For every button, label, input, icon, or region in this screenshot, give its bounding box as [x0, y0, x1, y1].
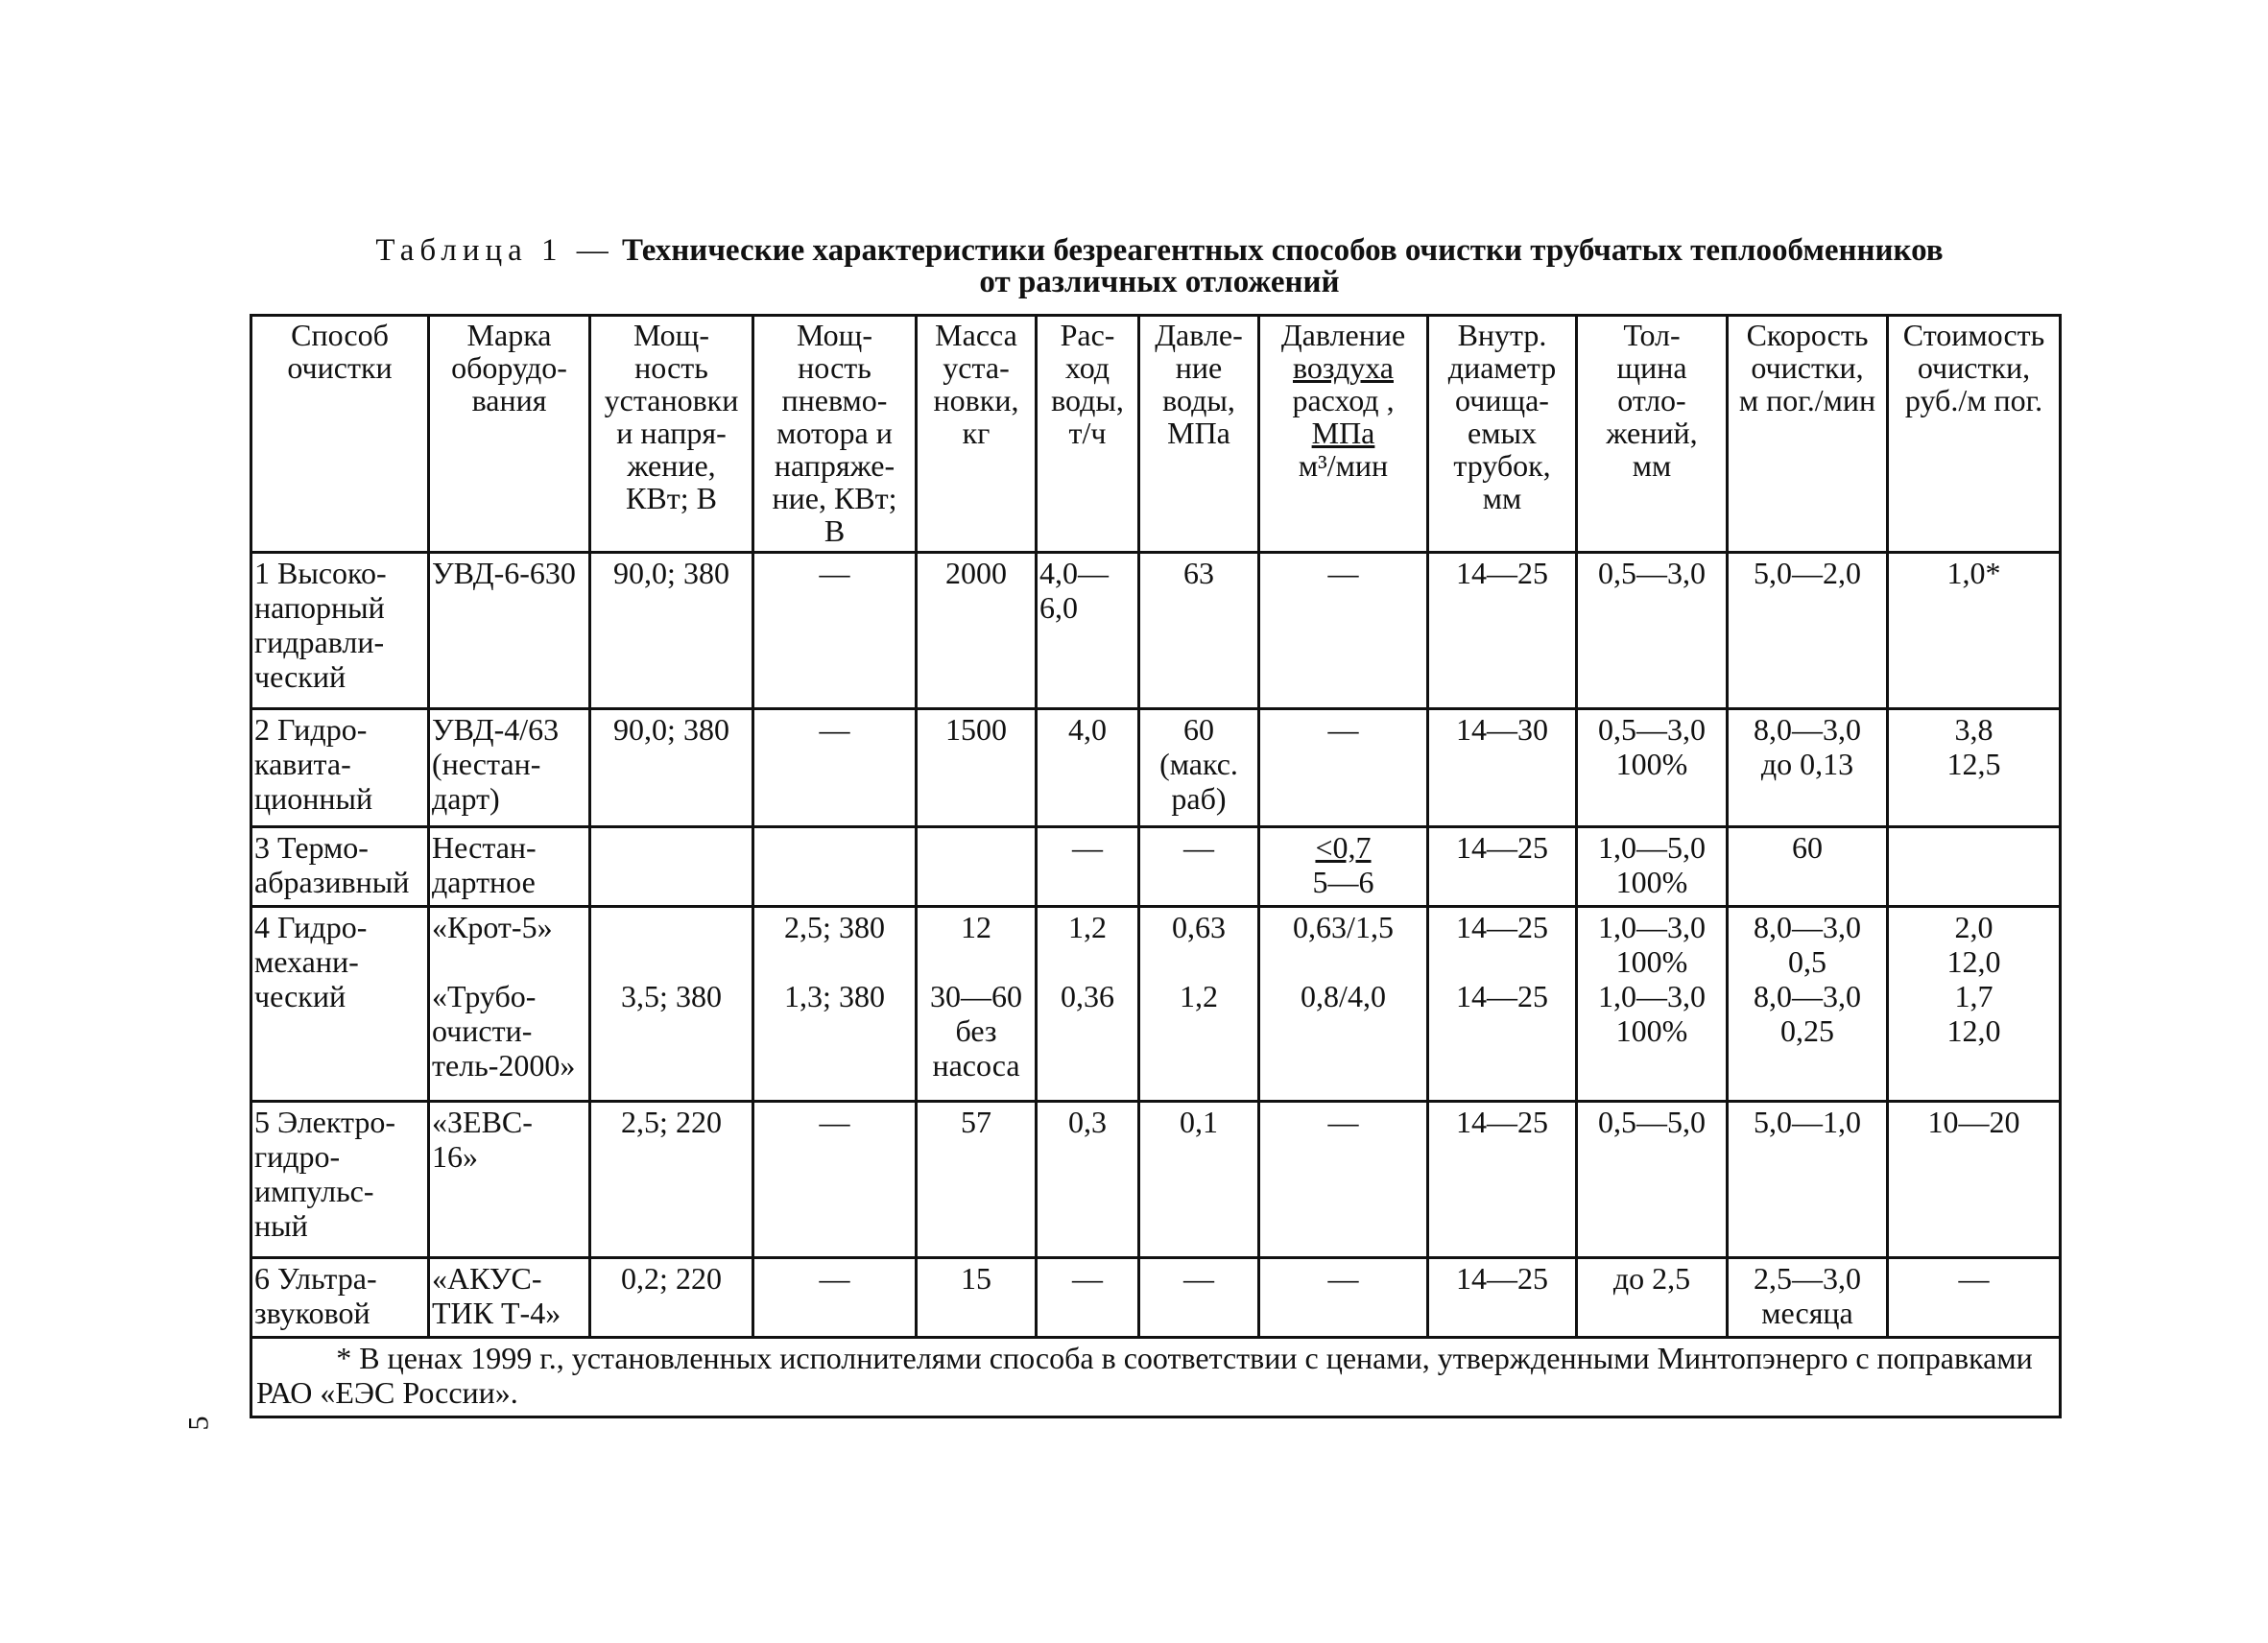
cell-cost: —: [1888, 1258, 2061, 1338]
cell-mass: 2000: [917, 553, 1037, 709]
cell-speed: 5,0—1,0: [1728, 1102, 1888, 1258]
header-row: [251, 316, 2061, 553]
footnote-row: [251, 1338, 2061, 1417]
header-air: [1259, 316, 1428, 553]
cell-diameter: 14—25: [1428, 553, 1577, 709]
cell-cost: 3,8 12,5: [1888, 709, 2061, 827]
footnote-text: * В ценах 1999 г., установленных исполнителями способа в соответствии с ценами, утвержденными Минтопэнерго с поправками РАО «ЕЭС России».: [256, 1341, 2033, 1410]
footnote: [251, 1338, 2061, 1417]
cell-water-pressure: —: [1139, 1258, 1259, 1338]
cell-air: —: [1259, 1102, 1428, 1258]
cell-brand: «ЗЕВС- 16»: [429, 1102, 590, 1258]
table-caption: [248, 235, 2071, 298]
cell-air: [1259, 827, 1428, 907]
cell-mass: 1500: [917, 709, 1037, 827]
cell-air: —: [1259, 1258, 1428, 1338]
caption-title: Технические характеристики безреагентных способов очистки трубчатых теплообменников: [622, 233, 1944, 268]
cell-water-pressure: 0,63 1,2: [1139, 907, 1259, 1102]
page-number: 5: [182, 1416, 215, 1431]
cell-water-flow: 1,2 0,36: [1037, 907, 1139, 1102]
cell-diameter: 14—25: [1428, 1102, 1577, 1258]
cell-brand: УВД-4/63 (нестан- дарт): [429, 709, 590, 827]
header-cost: Стоимость очистки, руб./м пог.: [1888, 316, 2061, 553]
cell-brand: Нестан- дартное: [429, 827, 590, 907]
cell-water-flow: 4,0— 6,0: [1037, 553, 1139, 709]
header-thickness: Тол- щина отло- жений, мм: [1577, 316, 1728, 553]
header-diameter: Внутр. диаметр очища- емых трубок, мм: [1428, 316, 1577, 553]
cell-power: 90,0; 380: [590, 709, 753, 827]
cell-cost: 2,0 12,0 1,7 12,0: [1888, 907, 2061, 1102]
header-power: Мощ- ность установки и напря- жение, КВт; В: [590, 316, 753, 553]
cell-pneumo: —: [753, 709, 917, 827]
cell-method: 4 Гидро- механи- ческий: [251, 907, 429, 1102]
cell-brand: УВД-6-630: [429, 553, 590, 709]
header-pneumo: Мощ- ность пневмо- мотора и напряже- ние, КВт; В: [753, 316, 917, 553]
header-water-flow: Рас- ход воды, т/ч: [1037, 316, 1139, 553]
header-air-line-1: Давление: [1280, 318, 1406, 352]
header-speed: Скорость очистки, м пог./мин: [1728, 316, 1888, 553]
cell-water-pressure: —: [1139, 827, 1259, 907]
cell-pneumo: —: [753, 1102, 917, 1258]
cell-air-bottom: 5—6: [1312, 865, 1374, 899]
header-air-line-4: МПа: [1311, 416, 1375, 450]
cell-cost: 1,0*: [1888, 553, 2061, 709]
cell-method: 1 Высоко- напорный гидравли- ческий: [251, 553, 429, 709]
cell-speed: 60: [1728, 827, 1888, 907]
cell-air: —: [1259, 553, 1428, 709]
cell-speed: 2,5—3,0 месяца: [1728, 1258, 1888, 1338]
cell-water-pressure: 0,1: [1139, 1102, 1259, 1258]
cell-thickness: 0,5—5,0: [1577, 1102, 1728, 1258]
table-row: [251, 553, 2061, 709]
cell-thickness: 0,5—3,0 100%: [1577, 709, 1728, 827]
cell-thickness: 1,0—3,0 100% 1,0—3,0 100%: [1577, 907, 1728, 1102]
cell-method: 6 Ультра- звуковой: [251, 1258, 429, 1338]
cell-pneumo: [753, 827, 917, 907]
cell-pneumo: —: [753, 1258, 917, 1338]
cell-speed: 5,0—2,0: [1728, 553, 1888, 709]
header-air-line-3: расход ,: [1292, 383, 1395, 417]
caption-label: Таблица 1 —: [375, 233, 614, 268]
cell-water-flow: —: [1037, 1258, 1139, 1338]
cell-brand: «АКУС- ТИК Т-4»: [429, 1258, 590, 1338]
cell-diameter: 14—25: [1428, 827, 1577, 907]
cell-air: 0,63/1,5 0,8/4,0: [1259, 907, 1428, 1102]
caption-line-2: от различных отложений: [979, 265, 1340, 299]
header-water-pressure: Давле- ние воды, МПа: [1139, 316, 1259, 553]
table-row: [251, 1102, 2061, 1258]
cell-water-flow: —: [1037, 827, 1139, 907]
cell-method: 3 Термо- абразивный: [251, 827, 429, 907]
cell-pneumo: —: [753, 553, 917, 709]
cell-power: 0,2; 220: [590, 1258, 753, 1338]
cell-diameter: 14—30: [1428, 709, 1577, 827]
cell-power: 2,5; 220: [590, 1102, 753, 1258]
table-row: [251, 1258, 2061, 1338]
cell-diameter: 14—25 14—25: [1428, 907, 1577, 1102]
cell-cost: 10—20: [1888, 1102, 2061, 1258]
spec-table: [250, 314, 2062, 1418]
header-method: Способ очистки: [251, 316, 429, 553]
cell-air: —: [1259, 709, 1428, 827]
cell-mass: 12 30—60 без насоса: [917, 907, 1037, 1102]
cell-speed: 8,0—3,0 0,5 8,0—3,0 0,25: [1728, 907, 1888, 1102]
header-mass: Масса уста- новки, кг: [917, 316, 1037, 553]
cell-thickness: 0,5—3,0: [1577, 553, 1728, 709]
cell-speed: 8,0—3,0 до 0,13: [1728, 709, 1888, 827]
table-row: [251, 827, 2061, 907]
caption-line-1: [248, 235, 2071, 267]
header-air-line-2: воздуха: [1292, 350, 1394, 385]
cell-mass: 57: [917, 1102, 1037, 1258]
cell-brand: «Крот-5» «Трубо- очисти- тель-2000»: [429, 907, 590, 1102]
header-brand: Марка оборудо- вания: [429, 316, 590, 553]
cell-mass: [917, 827, 1037, 907]
cell-power: 3,5; 380: [590, 907, 753, 1102]
header-air-line-5: м³/мин: [1298, 448, 1389, 483]
cell-thickness: до 2,5: [1577, 1258, 1728, 1338]
cell-method: 2 Гидро- кавита- ционный: [251, 709, 429, 827]
cell-power: [590, 827, 753, 907]
cell-method: 5 Электро- гидро- импульс- ный: [251, 1102, 429, 1258]
cell-diameter: 14—25: [1428, 1258, 1577, 1338]
cell-water-pressure: 60 (макс. раб): [1139, 709, 1259, 827]
cell-mass: 15: [917, 1258, 1037, 1338]
cell-power: 90,0; 380: [590, 553, 753, 709]
cell-air-top: <0,7: [1315, 830, 1372, 865]
cell-thickness: 1,0—5,0 100%: [1577, 827, 1728, 907]
cell-water-flow: 4,0: [1037, 709, 1139, 827]
cell-pneumo: 2,5; 380 1,3; 380: [753, 907, 917, 1102]
table-row: [251, 709, 2061, 827]
cell-water-pressure: 63: [1139, 553, 1259, 709]
cell-water-flow: 0,3: [1037, 1102, 1139, 1258]
cell-cost: [1888, 827, 2061, 907]
table-row: [251, 907, 2061, 1102]
